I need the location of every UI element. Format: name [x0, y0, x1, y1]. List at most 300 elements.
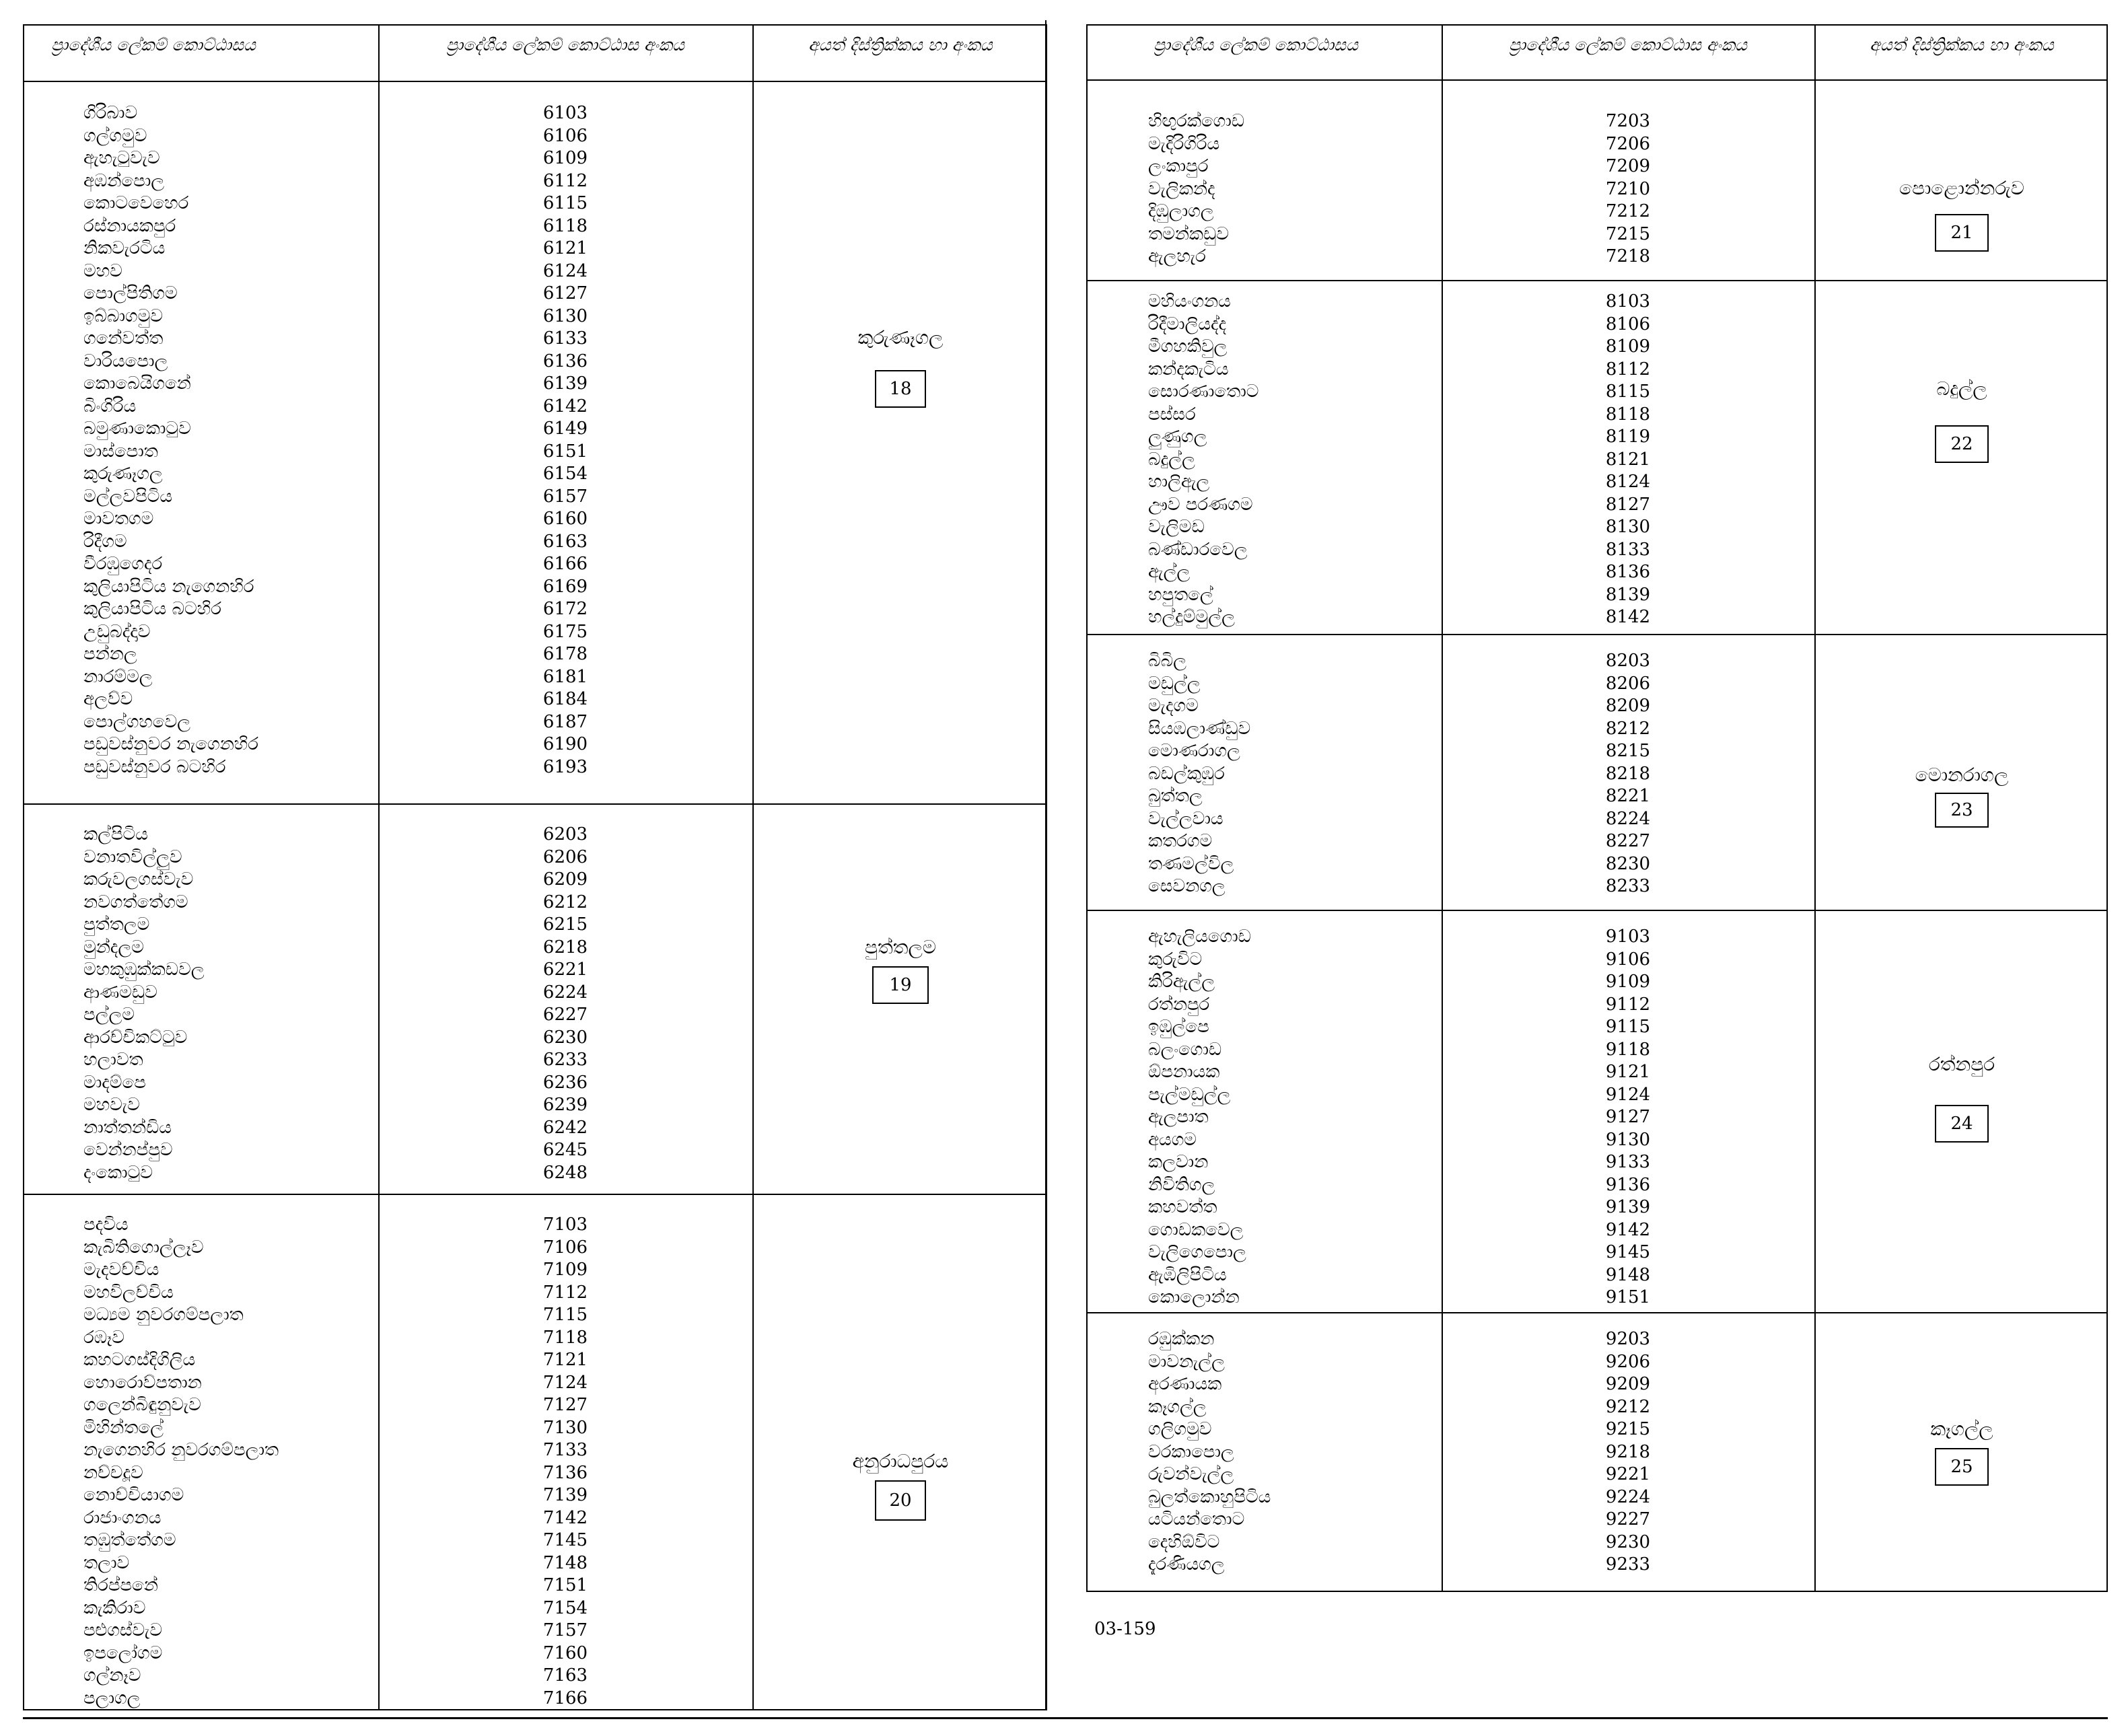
district-cell	[754, 326, 1047, 408]
division-name: නොච්චියාගම	[83, 1485, 184, 1505]
district-name: කෑගල්ල	[1930, 1418, 1993, 1440]
division-name: මැදිරිගිරිය	[1148, 133, 1220, 154]
division-name: ඇඹිලිපිටිය	[1148, 1264, 1227, 1285]
division-name: අයගම	[1148, 1129, 1197, 1150]
division-name: රුවන්වැල්ල	[1148, 1464, 1234, 1484]
district-name: අනුරාධපුරය	[852, 1450, 949, 1472]
division-code: 6118	[542, 215, 588, 236]
division-codes	[1443, 650, 1813, 898]
division-name: පොල්පිතිගම	[83, 283, 178, 303]
division-code: 9124	[1605, 1084, 1651, 1105]
division-name: පළුගස්වැව	[83, 1620, 163, 1640]
header-district: අයත් දිස්ත්‍රික්කය හා අංකය	[1870, 35, 2054, 55]
division-name: කොබෙයිගනේ	[83, 373, 191, 394]
division-code: 7136	[542, 1462, 588, 1483]
division-code: 6248	[542, 1162, 588, 1183]
district-number-box: 18	[875, 370, 926, 408]
division-code: 8103	[1605, 291, 1651, 312]
division-name: පැල්මඩුල්ල	[1148, 1084, 1231, 1105]
division-name: ඇලහැර	[1148, 246, 1206, 266]
division-code: 6218	[542, 937, 588, 957]
division-name: ආරච්චිකට්ටුව	[83, 1027, 188, 1048]
district-name: බදුල්ල	[1936, 377, 1987, 400]
division-name: මාවතගම	[83, 509, 154, 529]
division-codes	[1443, 291, 1813, 629]
division-name: පඩුවස්නුවර නැගෙනහිර	[83, 734, 258, 754]
division-name: නාත්තන්ඩිය	[83, 1117, 172, 1138]
division-name: ලංකාපුර	[1148, 156, 1209, 176]
division-code: 6130	[542, 305, 588, 326]
division-name: කල්පිටිය	[83, 824, 148, 844]
division-name: තඹුත්තේගම	[83, 1530, 176, 1550]
division-code: 6239	[542, 1095, 588, 1115]
district-name: පුත්තලම	[865, 936, 936, 958]
header-rule	[24, 81, 1046, 82]
division-code: 8133	[1605, 539, 1651, 560]
division-name: කහටගස්දිගිලිය	[83, 1350, 196, 1370]
division-name: කුලියාපිටිය නැගෙනහිර	[83, 576, 254, 597]
division-code: 8127	[1605, 494, 1651, 515]
division-code: 7151	[542, 1575, 588, 1595]
division-code: 6175	[542, 621, 588, 642]
division-code: 6212	[542, 892, 588, 912]
right-table	[1086, 24, 2108, 1592]
division-code: 8206	[1605, 673, 1651, 694]
division-name: යටියන්තොට	[1148, 1509, 1245, 1529]
division-code: 6245	[542, 1140, 588, 1160]
division-code: 6215	[542, 914, 588, 935]
district-number-box: 24	[1935, 1105, 1989, 1143]
division-name: කුරුණෑගල	[83, 464, 163, 484]
division-name: ගිරිබාව	[83, 103, 138, 123]
division-code: 7166	[542, 1688, 588, 1708]
division-name: කලවාන	[1148, 1152, 1209, 1172]
division-name: රත්නපුර	[1148, 994, 1210, 1015]
division-code: 8212	[1605, 718, 1651, 739]
division-code: 8230	[1605, 853, 1651, 874]
division-name: බුලත්කොහුපිටිය	[1148, 1486, 1271, 1507]
division-names	[1148, 110, 1244, 268]
division-name: දිඹුලාගල	[1148, 201, 1214, 221]
division-name: අලව්ව	[83, 689, 133, 709]
group-divider	[24, 1194, 1046, 1195]
division-name: තලාව	[83, 1552, 130, 1573]
division-code: 9206	[1605, 1351, 1651, 1372]
division-code: 9103	[1605, 927, 1651, 947]
division-name: නැගෙනහිර නුවරගම්පලාත	[83, 1440, 279, 1460]
division-name: මීගහකිවුල	[1148, 336, 1228, 357]
division-code: 9233	[1605, 1554, 1651, 1575]
division-code: 7139	[542, 1485, 588, 1505]
division-name: කොලොන්න	[1148, 1287, 1240, 1307]
division-name: පොල්ගහවෙල	[83, 711, 190, 732]
division-code: 6133	[542, 328, 588, 349]
division-name: මැදවච්චිය	[83, 1260, 159, 1280]
division-codes	[380, 824, 751, 1184]
division-code: 9139	[1605, 1197, 1651, 1217]
division-name: පන්නල	[83, 644, 137, 664]
division-code: 9148	[1605, 1264, 1651, 1285]
division-code: 6127	[542, 283, 588, 303]
division-code: 9224	[1605, 1486, 1651, 1507]
division-name: වාරියපොල	[83, 351, 168, 371]
division-code: 8115	[1605, 382, 1651, 402]
division-code: 6136	[542, 351, 588, 371]
division-code: 7209	[1605, 156, 1651, 176]
division-name: බිංගිරිය	[83, 396, 137, 417]
division-code: 7106	[542, 1237, 588, 1258]
division-name: වෙන්නප්පුව	[83, 1140, 173, 1160]
division-code: 9145	[1605, 1242, 1651, 1262]
division-code: 6190	[542, 734, 588, 754]
division-name: සෙවනගල	[1148, 876, 1226, 896]
district-cell	[754, 935, 1047, 1004]
division-name: මොණරාගල	[1148, 741, 1240, 761]
division-name: නිකවැරටිය	[83, 238, 166, 258]
division-code: 7133	[542, 1440, 588, 1460]
division-name: සියඹලාණ්ඩුව	[1148, 718, 1251, 739]
division-name: ඌව පරණගම	[1148, 494, 1253, 515]
division-code: 8209	[1605, 696, 1651, 716]
division-name: මහවැව	[83, 1095, 140, 1115]
division-code: 6242	[542, 1117, 588, 1138]
group-divider	[24, 803, 1046, 805]
division-name: තිරප්පනේ	[83, 1575, 158, 1595]
division-name: කහවත්ත	[1148, 1197, 1217, 1217]
district-name: කුරුණෑගල	[857, 326, 944, 349]
division-code: 8139	[1605, 584, 1651, 605]
division-names	[1148, 291, 1258, 629]
division-name: මහව	[83, 260, 122, 281]
division-code: 8142	[1605, 607, 1651, 627]
division-name: අඹන්පොල	[83, 170, 165, 191]
division-name: ගලෙන්බිඳුනුවැව	[83, 1395, 201, 1415]
division-names	[1148, 926, 1251, 1309]
division-code: 9118	[1605, 1039, 1651, 1060]
division-name: මුන්දලම	[83, 937, 144, 957]
division-code: 8119	[1605, 427, 1651, 447]
division-code: 6154	[542, 464, 588, 484]
division-name: බණ්ඩාරවෙල	[1148, 539, 1248, 560]
division-name: රාජාංගනය	[83, 1507, 162, 1528]
division-name: පඩුවස්නුවර බටහිර	[83, 756, 226, 777]
division-names	[1148, 1328, 1271, 1577]
division-code: 6203	[542, 824, 588, 844]
group-divider	[1088, 1312, 2106, 1313]
division-code: 6112	[542, 170, 588, 191]
division-name: මාස්පොත	[83, 441, 158, 462]
division-name: රඹුක්කන	[1148, 1329, 1215, 1349]
division-code: 8227	[1605, 831, 1651, 851]
division-code: 6172	[542, 599, 588, 619]
division-name: ගලිගමුව	[1148, 1419, 1212, 1439]
division-code: 8215	[1605, 741, 1651, 761]
division-code: 9136	[1605, 1174, 1651, 1195]
division-name: ඉඹුල්පෙ	[1148, 1017, 1209, 1037]
division-name: කුරුවිට	[1148, 949, 1203, 970]
division-name: කරුවලගස්වැව	[83, 869, 194, 890]
division-code: 7109	[542, 1260, 588, 1280]
division-code: 6181	[542, 666, 588, 687]
division-name: ගොඩකවෙල	[1148, 1219, 1244, 1240]
division-name: හල්දුම්මුල්ල	[1148, 607, 1235, 627]
header-district: අයත් දිස්ත්‍රික්කය හා අංකය	[808, 35, 993, 55]
division-name: බිබිල	[1148, 651, 1187, 671]
division-name: හොරොව්පතාන	[83, 1372, 202, 1393]
division-code: 6151	[542, 441, 588, 462]
division-code: 7145	[542, 1530, 588, 1550]
division-code: 6124	[542, 260, 588, 281]
division-name: වැලිගෙපොල	[1148, 1242, 1246, 1262]
division-code: 6149	[542, 419, 588, 439]
division-code: 7103	[542, 1215, 588, 1235]
division-name: මධ්‍යම නුවරගම්පලාත	[83, 1305, 244, 1325]
division-code: 7206	[1605, 133, 1651, 154]
division-name: වැලිමඩ	[1148, 517, 1205, 537]
division-name: හිඟුරක්ගොඩ	[1148, 111, 1245, 131]
division-name: පස්සර	[1148, 404, 1196, 425]
division-code: 7212	[1605, 201, 1651, 221]
division-name: ලුණුගල	[1148, 427, 1207, 447]
division-code: 7210	[1605, 178, 1651, 199]
division-code: 6193	[542, 756, 588, 777]
division-codes	[1443, 926, 1813, 1309]
division-code: 9133	[1605, 1152, 1651, 1172]
division-name: ඕපනායක	[1148, 1062, 1220, 1082]
division-code: 8109	[1605, 336, 1651, 357]
division-code: 8203	[1605, 651, 1651, 671]
division-name: දෙහිඕවිට	[1148, 1531, 1220, 1552]
division-name: ගල්ගමුව	[83, 125, 147, 146]
division-code: 9221	[1605, 1464, 1651, 1484]
division-code: 6115	[542, 193, 588, 213]
division-code: 8221	[1605, 786, 1651, 806]
division-code: 6139	[542, 373, 588, 394]
division-name: බලංගොඩ	[1148, 1039, 1222, 1060]
header-rule	[1088, 79, 2106, 81]
division-name: වීරඹුගෙදර	[83, 554, 163, 574]
bottom-rule	[23, 1717, 2108, 1719]
header-division: ප්‍රාදේශීය ලේකම් කොට්ඨාසය	[1153, 35, 1359, 55]
division-code: 6169	[542, 576, 588, 597]
division-name: ඇහැලියගොඩ	[1148, 927, 1251, 947]
district-cell	[1816, 176, 2108, 252]
division-code: 9227	[1605, 1509, 1651, 1529]
left-table	[23, 24, 1047, 1710]
division-code: 9230	[1605, 1531, 1651, 1552]
division-code: 9130	[1605, 1129, 1651, 1150]
division-code: 6206	[542, 846, 588, 867]
division-code: 6187	[542, 711, 588, 732]
division-code: 6230	[542, 1027, 588, 1048]
header-division-number: ප්‍රාදේශීය ලේකම් කොට්ඨාස අංකය	[1508, 35, 1748, 55]
district-number-box: 21	[1935, 214, 1989, 252]
division-code: 7124	[542, 1372, 588, 1393]
division-code: 7148	[542, 1552, 588, 1573]
division-code: 7127	[542, 1395, 588, 1415]
division-name: ඇහැටුවැව	[83, 148, 160, 168]
district-name: රත්නපුර	[1928, 1053, 1995, 1075]
division-code: 9209	[1605, 1374, 1651, 1394]
division-code: 6142	[542, 396, 588, 417]
division-code: 7121	[542, 1350, 588, 1370]
division-name: ඇලපාත	[1148, 1107, 1209, 1127]
division-code: 9121	[1605, 1062, 1651, 1082]
division-code: 6106	[542, 125, 588, 146]
division-code: 8106	[1605, 314, 1651, 334]
division-code: 6103	[542, 103, 588, 123]
district-number-box: 20	[875, 1480, 926, 1521]
division-name: ගනේවත්ත	[83, 328, 164, 349]
division-code: 7118	[542, 1327, 588, 1348]
division-code: 6163	[542, 531, 588, 552]
division-code: 6157	[542, 486, 588, 507]
district-number-box: 22	[1935, 425, 1989, 463]
division-code: 8118	[1605, 404, 1651, 425]
division-name: වනාතවිල්ලුව	[83, 846, 182, 867]
division-name: හලාවත	[83, 1050, 143, 1070]
header-division: ප්‍රාදේශීය ලේකම් කොට්ඨාසය	[51, 35, 256, 55]
division-name: දංකොටුව	[83, 1162, 153, 1183]
division-code: 7203	[1605, 111, 1651, 131]
division-name: වැල්ලවාය	[1148, 808, 1223, 829]
division-name: රිදීමාලියද්ද	[1148, 314, 1227, 334]
division-code: 9115	[1605, 1017, 1651, 1037]
division-code: 8124	[1605, 472, 1651, 492]
division-name: උඩුබද්දාව	[83, 621, 151, 642]
division-code: 9218	[1605, 1441, 1651, 1462]
division-code: 9106	[1605, 949, 1651, 970]
district-cell	[1816, 1417, 2108, 1486]
group-divider	[1088, 280, 2106, 281]
division-names	[83, 102, 258, 779]
division-name: ඇල්ල	[1148, 562, 1191, 582]
division-name: මිහින්තලේ	[83, 1417, 164, 1438]
division-code: 7160	[542, 1642, 588, 1663]
division-name: නිවිතිගල	[1148, 1174, 1215, 1195]
division-code: 6109	[542, 148, 588, 168]
division-code: 6160	[542, 509, 588, 529]
division-code: 7142	[542, 1507, 588, 1528]
division-name: පදවිය	[83, 1215, 129, 1235]
division-code: 7130	[542, 1417, 588, 1438]
division-code: 8112	[1605, 359, 1651, 379]
division-code: 6178	[542, 644, 588, 664]
division-name: මාවනැල්ල	[1148, 1351, 1225, 1372]
division-name: කිරිඇල්ල	[1148, 972, 1215, 992]
division-code: 6224	[542, 982, 588, 1003]
division-name: ඉබ්බාගමුව	[83, 305, 163, 326]
district-cell	[1816, 377, 2108, 463]
group-divider	[1088, 910, 2106, 911]
division-name: ඉපලෝගම	[83, 1642, 163, 1663]
division-code: 7163	[542, 1665, 588, 1686]
district-name: මොනරාගල	[1915, 764, 2009, 786]
division-code: 6184	[542, 689, 588, 709]
division-names	[83, 824, 205, 1184]
division-code: 7157	[542, 1620, 588, 1640]
division-code: 7112	[542, 1282, 588, 1303]
division-name: නාරම්මල	[83, 666, 153, 687]
division-name: රස්නායකපුර	[83, 215, 176, 236]
division-code: 9109	[1605, 972, 1651, 992]
division-code: 8224	[1605, 808, 1651, 829]
division-name: පුත්තලම	[83, 914, 150, 935]
district-name: පොළොන්නරුව	[1899, 177, 2024, 199]
division-name: කැබිතිගොල්ලෑව	[83, 1237, 204, 1258]
division-names	[1148, 650, 1250, 898]
division-name: හාලිඇල	[1148, 472, 1210, 492]
division-name: තමන්කඩුව	[1148, 223, 1229, 244]
division-name: මල්ලවපිටිය	[83, 486, 173, 507]
division-name: ගල්නෑව	[83, 1665, 141, 1686]
division-code: 9127	[1605, 1107, 1651, 1127]
division-name: බදුල්ල	[1148, 449, 1195, 470]
division-name: කෑගල්ල	[1148, 1396, 1207, 1417]
division-code: 7115	[542, 1305, 588, 1325]
division-code: 9215	[1605, 1419, 1651, 1439]
division-code: 9142	[1605, 1219, 1651, 1240]
division-name: කුලියාපිටිය බටහිර	[83, 599, 221, 619]
division-code: 6233	[542, 1050, 588, 1070]
division-codes	[1443, 110, 1813, 268]
division-name: නවගත්තේගම	[83, 892, 188, 912]
division-name: මහකුඹුක්කඩවල	[83, 960, 205, 980]
division-codes	[1443, 1328, 1813, 1577]
division-name: මඩුල්ල	[1148, 673, 1201, 694]
division-code: 9203	[1605, 1329, 1651, 1349]
district-cell	[754, 1449, 1047, 1521]
district-number-box: 25	[1935, 1448, 1989, 1486]
division-name: පල්ලම	[83, 1005, 135, 1025]
division-name: බඩල්කුඹුර	[1148, 763, 1225, 784]
division-code: 6121	[542, 238, 588, 258]
division-name: අරණායක	[1148, 1374, 1222, 1394]
division-codes	[380, 1214, 751, 1710]
division-name: කතරගම	[1148, 831, 1213, 851]
division-name: මාදම්පෙ	[83, 1072, 146, 1093]
division-code: 6227	[542, 1005, 588, 1025]
division-code: 9151	[1605, 1287, 1651, 1307]
division-code: 8218	[1605, 763, 1651, 784]
division-name: මහවිලච්චිය	[83, 1282, 174, 1303]
division-code: 7215	[1605, 223, 1651, 244]
division-name: මැදගම	[1148, 696, 1199, 716]
division-name: බුත්තල	[1148, 786, 1203, 806]
division-name: ආණමඩුව	[83, 982, 157, 1003]
district-cell	[1816, 1052, 2108, 1143]
division-code: 6209	[542, 869, 588, 890]
district-number-box: 23	[1935, 793, 1989, 828]
district-cell	[1816, 763, 2108, 828]
division-code: 8136	[1605, 562, 1651, 582]
division-code: 6236	[542, 1072, 588, 1093]
document-reference: 03-159	[1094, 1619, 1156, 1639]
district-number-box: 19	[872, 966, 929, 1004]
division-code: 6166	[542, 554, 588, 574]
division-name: වරකාපොල	[1148, 1441, 1234, 1462]
division-name: රඹෑව	[83, 1327, 125, 1348]
division-name: හපුතලේ	[1148, 584, 1213, 605]
division-code: 8233	[1605, 876, 1651, 896]
header-division-number: ප්‍රාදේශීය ලේකම් කොට්ඨාස අංකය	[446, 35, 685, 55]
division-code: 9212	[1605, 1396, 1651, 1417]
division-name: මහියංගනය	[1148, 291, 1231, 312]
division-names	[83, 1214, 279, 1710]
division-code: 9112	[1605, 994, 1651, 1015]
division-code: 6221	[542, 960, 588, 980]
division-name: පලාගල	[83, 1688, 141, 1708]
